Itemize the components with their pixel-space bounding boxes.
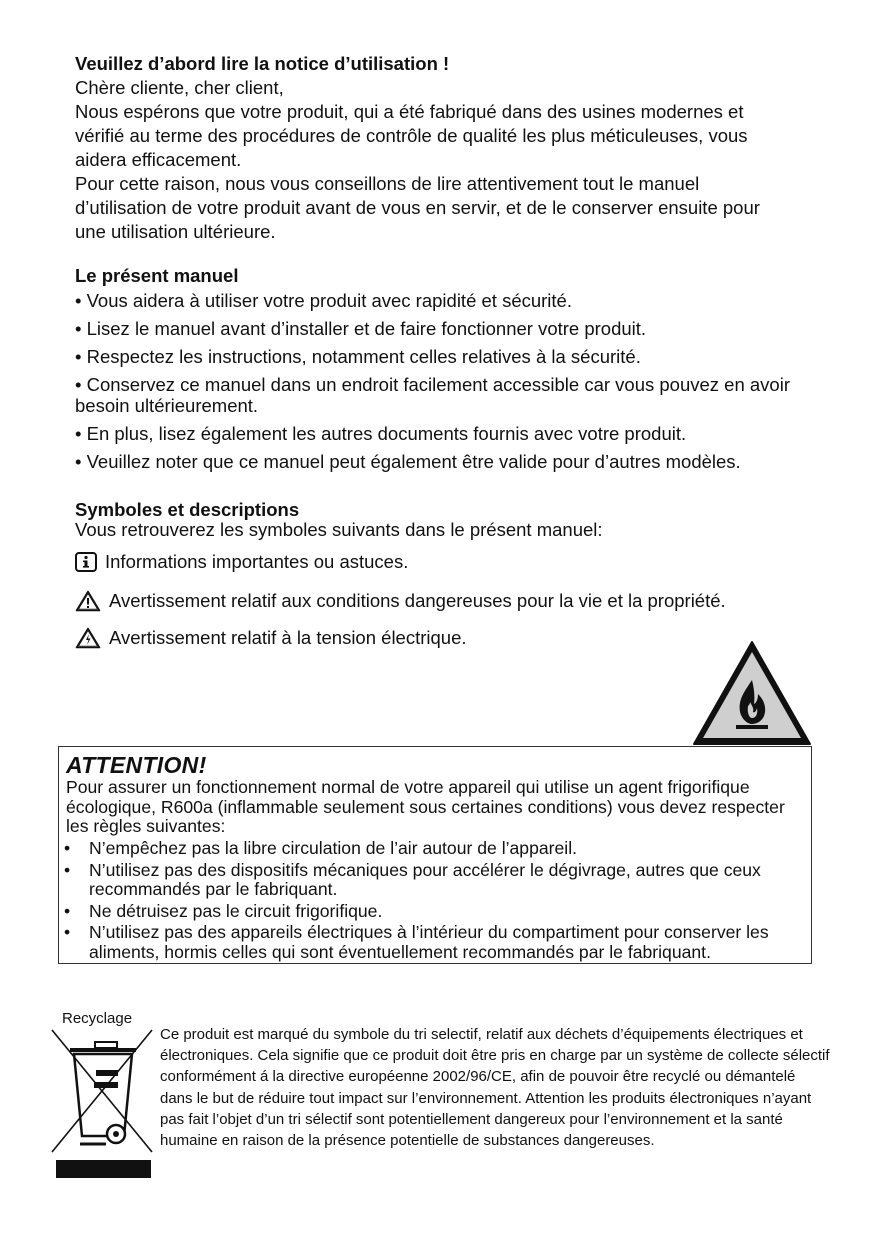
list-item: • En plus, lisez également les autres documents fournis avec votre produit. xyxy=(75,423,687,444)
list-item xyxy=(64,902,809,922)
list-item-text: Ne détruisez pas le circuit frigorifique. xyxy=(89,900,383,921)
list-item xyxy=(64,923,809,962)
symbols-section-title: Symboles et descriptions xyxy=(75,499,300,520)
intro-title: Veuillez d’abord lire la notice d’utilisation ! xyxy=(75,53,450,74)
list-item-text: N’empêchez pas la libre circulation de l’air autour de l’appareil. xyxy=(89,838,577,858)
crossed-bin-icon xyxy=(48,1012,158,1182)
bullet: • xyxy=(64,922,71,942)
list-item: • Vous aidera à utiliser votre produit avec rapidité et sécurité. xyxy=(75,290,572,311)
list-item: • Conservez ce manuel dans un endroit facilement accessible car vous pouvez en avoir besoin ultérieurement. xyxy=(75,374,790,416)
bullet: • xyxy=(64,838,71,858)
list-item: • Respectez les instructions, notamment celles relatives à la sécurité. xyxy=(75,346,641,367)
list-item xyxy=(64,839,809,859)
flammable-warning-icon xyxy=(692,640,812,746)
bullet: • xyxy=(64,900,71,921)
recycling-text: Ce produit est marqué du symbole du tri selectif, relatif aux déchets d’équipements électriques et électroniques. Cela signifie que ce produit doit être pris en charge par un système de collecte sélectif conformément á la directive européenne 2002/96/CE, afin de pouvoir être recyclé ou démantelé dans le but de réduire tout impact sur l’environnement. Attention les produits électroniques n’ayant pas fait l’objet d’un tri sélectif sont potentiellement dangereux pour l’environnement et la santé humaine en raison de la présence potentielle de substances dangereuses. xyxy=(160,1026,830,1150)
manual-section-title: Le présent manuel xyxy=(75,265,239,286)
symbol-warning-text: Avertissement relatif aux conditions dangereuses pour la vie et la propriété. xyxy=(109,590,726,611)
attention-body: Pour assurer un fonctionnement normal de votre appareil qui utilise un agent frigorifique écologique, R600a (inflammable seulement sous certaines conditions) vous devez respecter les règles suivantes: xyxy=(66,777,785,836)
symbol-electric-text: Avertissement relatif à la tension électrique. xyxy=(109,627,467,648)
symbol-electric-row xyxy=(75,626,467,650)
bullet: • xyxy=(64,859,71,880)
list-item-text: N’utilisez pas des dispositifs mécaniques pour accélérer le dégivrage, autres que ceux recommandés par le fabriquant. xyxy=(89,859,761,899)
symbol-warning-row xyxy=(75,589,726,613)
list-item: • Veuillez noter que ce manuel peut également être valide pour d’autres modèles. xyxy=(75,451,741,472)
recycling-label: Recyclage xyxy=(62,1010,133,1027)
list-item: • Lisez le manuel avant d’installer et de faire fonctionner votre produit. xyxy=(75,318,647,339)
intro-body xyxy=(75,76,835,244)
electric-warning-icon xyxy=(75,627,101,649)
intro-greeting: Chère cliente, cher client, xyxy=(75,77,284,98)
attention-title: ATTENTION! xyxy=(66,752,207,778)
symbol-info-row xyxy=(75,550,408,574)
symbol-info-text: Informations importantes ou astuces. xyxy=(105,551,409,572)
list-item xyxy=(64,861,809,900)
intro-paragraph-1: Nous espérons que votre produit, qui a été fabriqué dans des usines modernes et vérifié au terme des procédures de contrôle de qualité les plus méticuleuses, vous aidera efficacement. xyxy=(75,101,748,170)
manual-list xyxy=(75,290,835,479)
warning-triangle-icon xyxy=(75,590,101,612)
list-item-text: N’utilisez pas des appareils électriques à l’intérieur du compartiment pour conserver les aliments, hormis celles qui sont éventuellement recommandés par le fabriquant. xyxy=(89,922,769,962)
attention-list xyxy=(64,839,809,964)
symbols-intro: Vous retrouverez les symboles suivants dans le présent manuel: xyxy=(75,519,603,540)
attention-box xyxy=(58,746,812,964)
intro-paragraph-2: Pour cette raison, nous vous conseillons de lire attentivement tout le manuel d’utilisation de votre produit avant de vous en servir, et de le conserver ensuite pour une utilisation ultérieure. xyxy=(75,173,760,242)
info-icon xyxy=(75,552,97,572)
